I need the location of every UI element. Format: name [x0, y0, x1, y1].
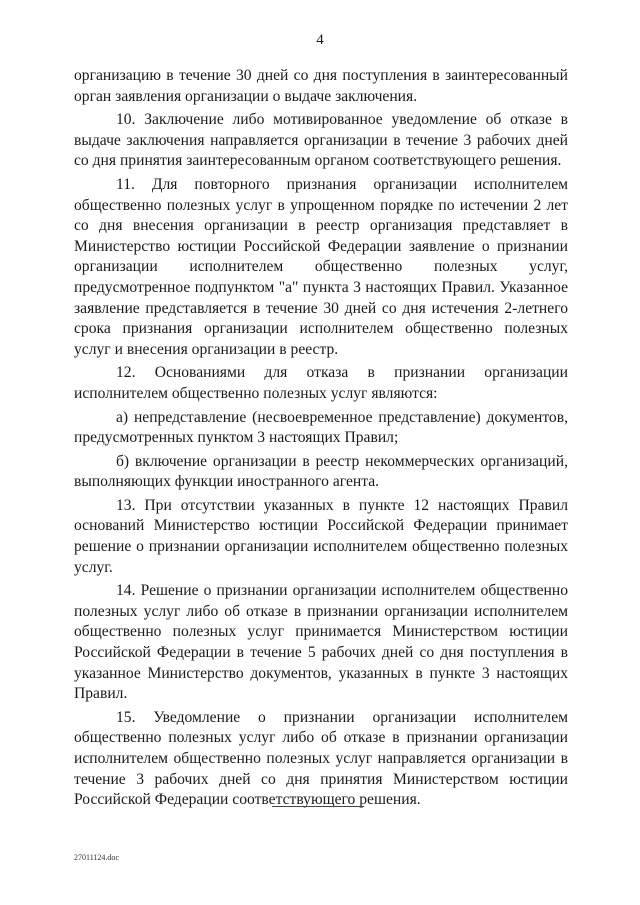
- paragraph-12: 12. Основаниями для отказа в признании организации исполнителем общественно полезных услуг являются:: [74, 364, 568, 402]
- footer-file-reference: 27011124.doc: [74, 853, 119, 862]
- paragraph-13: 13. При отсутствии указанных в пункте 12 настоящих Правил оснований Министерство юстиции Российской Федерации принимает решение о признании организации исполнителем общественно полезных услуг.: [74, 496, 568, 576]
- paragraph-11: 11. Для повторного признания организации исполнителем общественно полезных услуг в упрощенном порядке по истечении 2 лет со дня внесения организации в реестр организация представляет в Министерство юстиции Российской Федерации заявление о признании организации исполнителем общественно полезных услуг, предусмотренное подпунктом "а" пункта 3 настоящих Правил. Указанное заявление представляется в течение 30 дней со дня истечения 2-летнего срока признания организации исполнителем общественно полезных услуг и внесения организации в реестр.: [74, 175, 568, 358]
- document-body: [74, 66, 568, 811]
- paragraph-continuation: организацию в течение 30 дней со дня поступления в заинтересованный орган заявления организации о выдаче заключения.: [74, 67, 568, 105]
- paragraph-12-b: б) включение организации в реестр некоммерческих организаций, выполняющих функции иностранного агента.: [74, 452, 568, 491]
- end-divider: [272, 806, 364, 807]
- page-number: 4: [316, 32, 324, 48]
- paragraph-10: 10. Заключение либо мотивированное уведомление об отказе в выдаче заключения направляется организации в течение 3 рабочих дней со дня принятия заинтересованным органом соответствующего решения.: [74, 111, 568, 170]
- paragraph-12-a: а) непредставление (несвоевременное представление) документов, предусмотренных пунктом 3 настоящих Правил;: [74, 408, 568, 447]
- paragraph-15: 15. Уведомление о признании организации исполнителем общественно полезных услуг либо об отказе в признании организации исполнителем общественно полезных услуг направляется организации в течение 3 рабочих дней со дня принятия Министерством юстиции Российской Федерации соответствующего решения.: [74, 708, 568, 809]
- paragraph-14: 14. Решение о признании организации исполнителем общественно полезных услуг либо об отказе в признании организации исполнителем общественно полезных услуг принимается Министерством юстиции Российской Федерации в течение 5 рабочих дней со дня поступления в указанное Министерство документов, указанных в пункте 3 настоящих Правил.: [74, 582, 568, 703]
